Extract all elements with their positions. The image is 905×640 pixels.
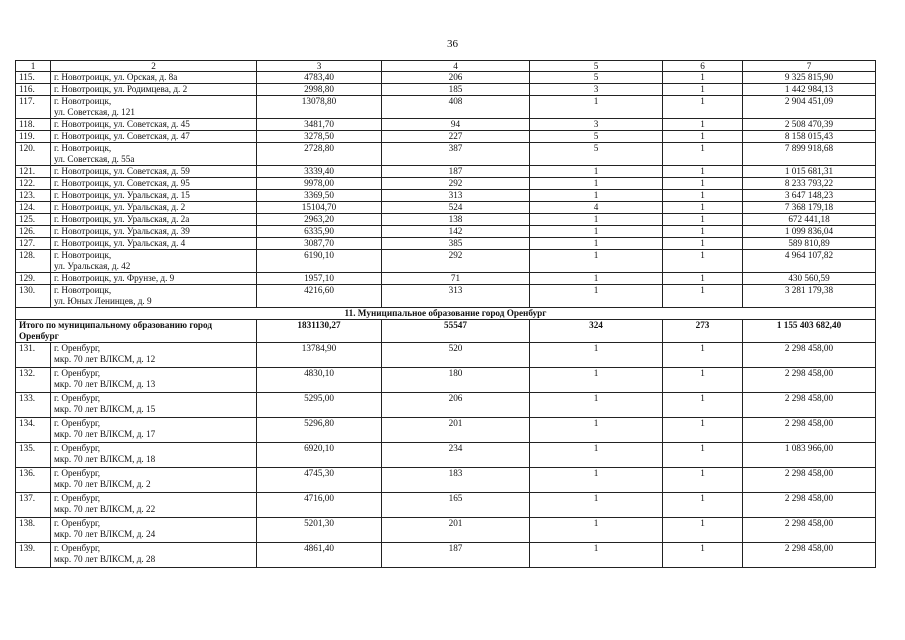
area-cell: 4783,40 bbox=[257, 72, 382, 84]
area-cell: 4745,30 bbox=[257, 468, 382, 493]
row-number: 131. bbox=[16, 343, 51, 368]
total-row bbox=[16, 320, 876, 343]
total-column-5: 324 bbox=[530, 320, 663, 343]
column-6-cell: 1 bbox=[663, 493, 743, 518]
address-cell bbox=[51, 214, 257, 226]
people-cell: 183 bbox=[382, 468, 530, 493]
row-number: 116. bbox=[16, 84, 51, 96]
column-6-cell: 1 bbox=[663, 226, 743, 238]
cost-cell: 2 298 458,00 bbox=[743, 468, 876, 493]
table-row bbox=[16, 226, 876, 238]
row-number: 117. bbox=[16, 96, 51, 119]
address-line: г. Оренбург, bbox=[54, 518, 101, 528]
address-line: г. Оренбург, bbox=[54, 493, 101, 503]
address-cell bbox=[51, 202, 257, 214]
area-cell: 13784,90 bbox=[257, 343, 382, 368]
address-line: г. Оренбург, bbox=[54, 443, 101, 453]
address-line: мкр. 70 лет ВЛКСМ, д. 22 bbox=[54, 504, 156, 514]
cost-cell: 2 298 458,00 bbox=[743, 343, 876, 368]
table-row bbox=[16, 543, 876, 568]
column-6-cell: 1 bbox=[663, 119, 743, 131]
column-6-cell: 1 bbox=[663, 214, 743, 226]
column-6-cell: 1 bbox=[663, 468, 743, 493]
address-line: г. Новотроицк, ул. Советская, д. 45 bbox=[54, 119, 190, 129]
cost-cell: 2 298 458,00 bbox=[743, 493, 876, 518]
address-line: г. Новотроицк, bbox=[54, 285, 112, 295]
area-cell: 9978,00 bbox=[257, 178, 382, 190]
cost-cell: 2 298 458,00 bbox=[743, 518, 876, 543]
cost-cell: 2 904 451,09 bbox=[743, 96, 876, 119]
column-5-cell: 1 bbox=[530, 518, 663, 543]
table-row bbox=[16, 285, 876, 308]
column-header: 4 bbox=[382, 61, 530, 72]
column-5-cell: 1 bbox=[530, 214, 663, 226]
table-row bbox=[16, 273, 876, 285]
address-line: ул. Уральская, д. 42 bbox=[54, 261, 131, 271]
column-5-cell: 1 bbox=[530, 343, 663, 368]
cost-cell: 7 899 918,68 bbox=[743, 143, 876, 166]
column-6-cell: 1 bbox=[663, 250, 743, 273]
cost-cell: 8 158 015,43 bbox=[743, 131, 876, 143]
cost-cell: 1 015 681,31 bbox=[743, 166, 876, 178]
people-cell: 292 bbox=[382, 178, 530, 190]
people-cell: 313 bbox=[382, 190, 530, 202]
table-row bbox=[16, 238, 876, 250]
address-line: мкр. 70 лет ВЛКСМ, д. 13 bbox=[54, 379, 156, 389]
table-row bbox=[16, 393, 876, 418]
column-5-cell: 3 bbox=[530, 119, 663, 131]
address-line: г. Оренбург, bbox=[54, 468, 101, 478]
area-cell: 6190,10 bbox=[257, 250, 382, 273]
area-cell: 5295,00 bbox=[257, 393, 382, 418]
address-cell bbox=[51, 468, 257, 493]
column-5-cell: 1 bbox=[530, 190, 663, 202]
table-row bbox=[16, 368, 876, 393]
cost-cell: 2 298 458,00 bbox=[743, 393, 876, 418]
people-cell: 94 bbox=[382, 119, 530, 131]
cost-cell: 2 298 458,00 bbox=[743, 543, 876, 568]
column-5-cell: 1 bbox=[530, 493, 663, 518]
table-row bbox=[16, 250, 876, 273]
column-5-cell: 1 bbox=[530, 166, 663, 178]
column-6-cell: 1 bbox=[663, 143, 743, 166]
address-cell bbox=[51, 393, 257, 418]
address-line: мкр. 70 лет ВЛКСМ, д. 24 bbox=[54, 529, 156, 539]
row-number: 127. bbox=[16, 238, 51, 250]
row-number: 138. bbox=[16, 518, 51, 543]
area-cell: 2728,80 bbox=[257, 143, 382, 166]
cost-cell: 8 233 793,22 bbox=[743, 178, 876, 190]
area-cell: 3339,40 bbox=[257, 166, 382, 178]
address-cell bbox=[51, 443, 257, 468]
address-cell bbox=[51, 226, 257, 238]
column-6-cell: 1 bbox=[663, 285, 743, 308]
row-number: 125. bbox=[16, 214, 51, 226]
address-cell bbox=[51, 143, 257, 166]
column-5-cell: 1 bbox=[530, 96, 663, 119]
column-5-cell: 1 bbox=[530, 468, 663, 493]
address-cell bbox=[51, 72, 257, 84]
address-cell bbox=[51, 518, 257, 543]
address-line: г. Новотроицк, ул. Советская, д. 95 bbox=[54, 178, 190, 188]
address-line: г. Оренбург, bbox=[54, 418, 101, 428]
table-row bbox=[16, 518, 876, 543]
address-line: г. Новотроицк, ул. Уральская, д. 39 bbox=[54, 226, 190, 236]
table-row bbox=[16, 443, 876, 468]
column-6-cell: 1 bbox=[663, 96, 743, 119]
column-6-cell: 1 bbox=[663, 273, 743, 285]
cost-cell: 2 298 458,00 bbox=[743, 368, 876, 393]
column-6-cell: 1 bbox=[663, 202, 743, 214]
table-row bbox=[16, 166, 876, 178]
column-6-cell: 1 bbox=[663, 238, 743, 250]
page-number: 36 bbox=[447, 38, 458, 50]
row-number: 132. bbox=[16, 368, 51, 393]
row-number: 137. bbox=[16, 493, 51, 518]
address-line: г. Новотроицк, ул. Уральская, д. 4 bbox=[54, 238, 186, 248]
area-cell: 3369,50 bbox=[257, 190, 382, 202]
row-number: 136. bbox=[16, 468, 51, 493]
column-6-cell: 1 bbox=[663, 418, 743, 443]
address-line: ул. Советская, д. 121 bbox=[54, 107, 135, 117]
people-cell: 187 bbox=[382, 166, 530, 178]
column-5-cell: 1 bbox=[530, 273, 663, 285]
row-number: 118. bbox=[16, 119, 51, 131]
people-cell: 201 bbox=[382, 518, 530, 543]
address-cell bbox=[51, 273, 257, 285]
column-6-cell: 1 bbox=[663, 368, 743, 393]
people-cell: 313 bbox=[382, 285, 530, 308]
column-5-cell: 5 bbox=[530, 72, 663, 84]
address-line: г. Новотроицк, ул. Советская, д. 47 bbox=[54, 131, 190, 141]
area-cell: 13078,80 bbox=[257, 96, 382, 119]
row-number: 129. bbox=[16, 273, 51, 285]
area-cell: 3278,50 bbox=[257, 131, 382, 143]
address-line: г. Новотроицк, ул. Орская, д. 8а bbox=[54, 72, 178, 82]
row-number: 126. bbox=[16, 226, 51, 238]
total-label: Итого по муниципальному образованию город Оренбург bbox=[16, 320, 257, 343]
column-5-cell: 4 bbox=[530, 202, 663, 214]
cost-cell: 1 083 966,00 bbox=[743, 443, 876, 468]
address-cell bbox=[51, 250, 257, 273]
row-number: 119. bbox=[16, 131, 51, 143]
cost-cell: 2 298 458,00 bbox=[743, 418, 876, 443]
column-header: 3 bbox=[257, 61, 382, 72]
address-cell bbox=[51, 238, 257, 250]
table-row bbox=[16, 190, 876, 202]
area-cell: 4216,60 bbox=[257, 285, 382, 308]
address-line: мкр. 70 лет ВЛКСМ, д. 18 bbox=[54, 454, 156, 464]
area-cell: 5296,80 bbox=[257, 418, 382, 443]
column-5-cell: 1 bbox=[530, 443, 663, 468]
section-title: 11. Муниципальное образование город Оренбург bbox=[16, 308, 876, 320]
people-cell: 206 bbox=[382, 393, 530, 418]
area-cell: 3481,70 bbox=[257, 119, 382, 131]
address-line: г. Оренбург, bbox=[54, 543, 101, 553]
column-6-cell: 1 bbox=[663, 178, 743, 190]
row-number: 134. bbox=[16, 418, 51, 443]
table-row bbox=[16, 493, 876, 518]
row-number: 115. bbox=[16, 72, 51, 84]
address-line: г. Оренбург, bbox=[54, 343, 101, 353]
address-line: г. Новотроицк, ул. Фрунзе, д. 9 bbox=[54, 273, 175, 283]
cost-cell: 672 441,18 bbox=[743, 214, 876, 226]
column-6-cell: 1 bbox=[663, 131, 743, 143]
table-row bbox=[16, 418, 876, 443]
row-number: 122. bbox=[16, 178, 51, 190]
address-line: г. Новотроицк, bbox=[54, 143, 112, 153]
table-row bbox=[16, 202, 876, 214]
address-line: мкр. 70 лет ВЛКСМ, д. 2 bbox=[54, 479, 151, 489]
people-cell: 520 bbox=[382, 343, 530, 368]
table-row bbox=[16, 96, 876, 119]
area-cell: 1957,10 bbox=[257, 273, 382, 285]
table-row bbox=[16, 343, 876, 368]
address-cell bbox=[51, 493, 257, 518]
row-number: 130. bbox=[16, 285, 51, 308]
cost-cell: 1 099 836,04 bbox=[743, 226, 876, 238]
table-row bbox=[16, 178, 876, 190]
address-cell bbox=[51, 368, 257, 393]
area-cell: 4861,40 bbox=[257, 543, 382, 568]
address-cell bbox=[51, 84, 257, 96]
table-row bbox=[16, 468, 876, 493]
area-cell: 2963,20 bbox=[257, 214, 382, 226]
column-5-cell: 1 bbox=[530, 285, 663, 308]
data-table bbox=[15, 60, 876, 568]
people-cell: 187 bbox=[382, 543, 530, 568]
cost-cell: 7 368 179,18 bbox=[743, 202, 876, 214]
cost-cell: 589 810,89 bbox=[743, 238, 876, 250]
cost-cell: 2 508 470,39 bbox=[743, 119, 876, 131]
area-cell: 4830,10 bbox=[257, 368, 382, 393]
address-cell bbox=[51, 96, 257, 119]
column-5-cell: 1 bbox=[530, 250, 663, 273]
column-6-cell: 1 bbox=[663, 166, 743, 178]
address-line: г. Оренбург, bbox=[54, 393, 101, 403]
address-line: г. Оренбург, bbox=[54, 368, 101, 378]
column-5-cell: 5 bbox=[530, 131, 663, 143]
column-5-cell: 1 bbox=[530, 226, 663, 238]
address-cell bbox=[51, 119, 257, 131]
column-6-cell: 1 bbox=[663, 543, 743, 568]
address-cell bbox=[51, 131, 257, 143]
cost-cell: 9 325 815,90 bbox=[743, 72, 876, 84]
table-body bbox=[16, 61, 876, 568]
people-cell: 524 bbox=[382, 202, 530, 214]
area-cell: 4716,00 bbox=[257, 493, 382, 518]
column-5-cell: 1 bbox=[530, 238, 663, 250]
table-header-row bbox=[16, 61, 876, 72]
area-cell: 5201,30 bbox=[257, 518, 382, 543]
total-area: 1831130,27 bbox=[257, 320, 382, 343]
address-cell bbox=[51, 543, 257, 568]
address-line: г. Новотроицк, ул. Уральская, д. 15 bbox=[54, 190, 190, 200]
table-row bbox=[16, 214, 876, 226]
address-cell bbox=[51, 190, 257, 202]
address-line: г. Новотроицк, ул. Родимцева, д. 2 bbox=[54, 84, 188, 94]
column-header: 5 bbox=[530, 61, 663, 72]
column-5-cell: 1 bbox=[530, 178, 663, 190]
total-people: 55547 bbox=[382, 320, 530, 343]
people-cell: 234 bbox=[382, 443, 530, 468]
people-cell: 387 bbox=[382, 143, 530, 166]
address-cell bbox=[51, 166, 257, 178]
people-cell: 201 bbox=[382, 418, 530, 443]
people-cell: 180 bbox=[382, 368, 530, 393]
people-cell: 408 bbox=[382, 96, 530, 119]
address-line: ул. Юных Ленинцев, д. 9 bbox=[54, 296, 152, 306]
address-line: мкр. 70 лет ВЛКСМ, д. 15 bbox=[54, 404, 156, 414]
area-cell: 15104,70 bbox=[257, 202, 382, 214]
column-header: 6 bbox=[663, 61, 743, 72]
address-line: г. Новотроицк, ул. Уральская, д. 2 bbox=[54, 202, 186, 212]
address-cell bbox=[51, 418, 257, 443]
area-cell: 6920,10 bbox=[257, 443, 382, 468]
address-line: мкр. 70 лет ВЛКСМ, д. 12 bbox=[54, 354, 156, 364]
people-cell: 165 bbox=[382, 493, 530, 518]
table-row bbox=[16, 143, 876, 166]
area-cell: 2998,80 bbox=[257, 84, 382, 96]
cost-cell: 1 442 984,13 bbox=[743, 84, 876, 96]
address-line: г. Новотроицк, bbox=[54, 250, 112, 260]
people-cell: 142 bbox=[382, 226, 530, 238]
row-number: 121. bbox=[16, 166, 51, 178]
total-column-6: 273 bbox=[663, 320, 743, 343]
row-number: 135. bbox=[16, 443, 51, 468]
area-cell: 3087,70 bbox=[257, 238, 382, 250]
row-number: 139. bbox=[16, 543, 51, 568]
address-cell bbox=[51, 343, 257, 368]
column-6-cell: 1 bbox=[663, 190, 743, 202]
row-number: 123. bbox=[16, 190, 51, 202]
column-5-cell: 1 bbox=[530, 543, 663, 568]
total-cost: 1 155 403 682,40 bbox=[743, 320, 876, 343]
section-title-row bbox=[16, 308, 876, 320]
column-6-cell: 1 bbox=[663, 393, 743, 418]
column-header: 2 bbox=[51, 61, 257, 72]
column-6-cell: 1 bbox=[663, 84, 743, 96]
address-line: мкр. 70 лет ВЛКСМ, д. 17 bbox=[54, 429, 156, 439]
cost-cell: 3 281 179,38 bbox=[743, 285, 876, 308]
column-5-cell: 1 bbox=[530, 368, 663, 393]
people-cell: 227 bbox=[382, 131, 530, 143]
address-line: ул. Советская, д. 55а bbox=[54, 154, 135, 164]
column-5-cell: 3 bbox=[530, 84, 663, 96]
people-cell: 185 bbox=[382, 84, 530, 96]
people-cell: 385 bbox=[382, 238, 530, 250]
address-line: г. Новотроицк, ул. Советская, д. 59 bbox=[54, 166, 190, 176]
address-line: мкр. 70 лет ВЛКСМ, д. 28 bbox=[54, 554, 156, 564]
cost-cell: 3 647 148,23 bbox=[743, 190, 876, 202]
column-6-cell: 1 bbox=[663, 343, 743, 368]
row-number: 128. bbox=[16, 250, 51, 273]
address-line: г. Новотроицк, ул. Уральская, д. 2а bbox=[54, 214, 190, 224]
column-header: 7 bbox=[743, 61, 876, 72]
cost-cell: 4 964 107,82 bbox=[743, 250, 876, 273]
table-row bbox=[16, 131, 876, 143]
address-line: г. Новотроицк, bbox=[54, 96, 112, 106]
column-5-cell: 5 bbox=[530, 143, 663, 166]
table-row bbox=[16, 72, 876, 84]
column-5-cell: 1 bbox=[530, 393, 663, 418]
row-number: 120. bbox=[16, 143, 51, 166]
table-row bbox=[16, 119, 876, 131]
people-cell: 292 bbox=[382, 250, 530, 273]
address-cell bbox=[51, 178, 257, 190]
cost-cell: 430 560,59 bbox=[743, 273, 876, 285]
address-cell bbox=[51, 285, 257, 308]
people-cell: 71 bbox=[382, 273, 530, 285]
people-cell: 206 bbox=[382, 72, 530, 84]
area-cell: 6335,90 bbox=[257, 226, 382, 238]
column-6-cell: 1 bbox=[663, 443, 743, 468]
row-number: 133. bbox=[16, 393, 51, 418]
column-header: 1 bbox=[16, 61, 51, 72]
column-5-cell: 1 bbox=[530, 418, 663, 443]
column-6-cell: 1 bbox=[663, 518, 743, 543]
row-number: 124. bbox=[16, 202, 51, 214]
people-cell: 138 bbox=[382, 214, 530, 226]
table-row bbox=[16, 84, 876, 96]
column-6-cell: 1 bbox=[663, 72, 743, 84]
